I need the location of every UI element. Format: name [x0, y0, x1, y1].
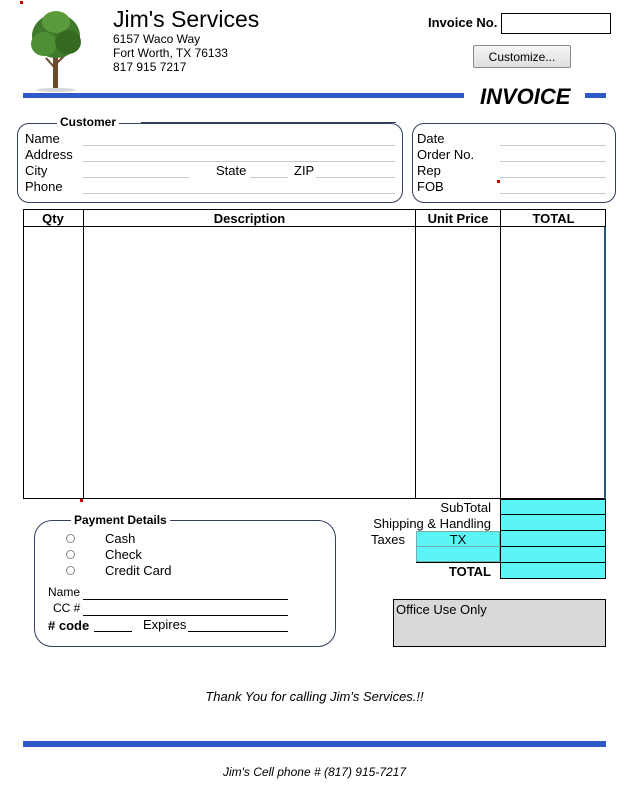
unit-price-column-divider	[500, 209, 501, 499]
red-mark	[497, 180, 500, 183]
payment-name-field[interactable]	[83, 599, 288, 600]
customer-section	[17, 123, 403, 203]
company-address-line1: 6157 Waco Way	[113, 32, 201, 46]
header-bar-left	[23, 93, 464, 98]
tax-state-label: TX	[449, 532, 467, 547]
customer-city-field[interactable]	[83, 177, 189, 178]
total-column-edge	[604, 227, 606, 499]
date-label: Date	[417, 131, 445, 146]
totals-row-divider	[500, 514, 606, 515]
cc-label: CC #	[53, 601, 81, 615]
customer-zip-label: ZIP	[294, 163, 315, 178]
taxes-label: Taxes	[371, 532, 405, 547]
fob-label: FOB	[417, 179, 444, 194]
customer-address-field[interactable]	[83, 161, 395, 162]
totals-row-divider	[500, 546, 606, 547]
red-mark	[80, 499, 83, 502]
customize-button[interactable]: Customize...	[473, 45, 571, 68]
expires-field[interactable]	[188, 631, 288, 632]
rep-field[interactable]	[500, 177, 606, 178]
payment-name-label: Name	[48, 585, 81, 599]
customer-state-field[interactable]	[250, 177, 288, 178]
radio-icon[interactable]	[66, 566, 75, 575]
payment-option-check[interactable]: Check	[105, 547, 142, 562]
payment-option-credit-card[interactable]: Credit Card	[105, 563, 172, 578]
invoice-no-field[interactable]	[501, 13, 611, 34]
order-no-label: Order No.	[417, 147, 475, 162]
customer-phone-label: Phone	[25, 179, 63, 194]
payment-option-cash[interactable]: Cash	[105, 531, 136, 546]
payment-legend: Payment Details	[71, 513, 170, 527]
invoice-title: INVOICE	[480, 84, 571, 109]
customer-state-label: State	[216, 163, 247, 178]
company-name: Jim's Services	[113, 6, 260, 32]
fob-field[interactable]	[500, 193, 606, 194]
description-header: Description	[213, 211, 286, 226]
table-header-divider	[23, 226, 606, 227]
thank-you-message: Thank You for calling Jim's Services.!!	[205, 689, 424, 704]
radio-icon[interactable]	[66, 550, 75, 559]
line-items-table	[23, 209, 606, 499]
date-field[interactable]	[500, 145, 606, 146]
customer-city-label: City	[25, 163, 48, 178]
grand-total-label: TOTAL	[448, 564, 491, 579]
cell-phone-note: Jim's Cell phone # (817) 915-7217	[222, 765, 407, 779]
total-label-underline	[416, 562, 500, 563]
invoice-no-label: Invoice No.	[428, 15, 498, 30]
cc-field[interactable]	[83, 615, 288, 616]
company-address-line2: Fort Worth, TX 76133	[113, 46, 228, 60]
unit-price-header: Unit Price	[427, 211, 489, 226]
order-no-field[interactable]	[500, 161, 606, 162]
customer-legend-line	[141, 122, 396, 123]
expires-label: Expires	[143, 617, 187, 632]
description-column-divider	[415, 209, 416, 499]
customer-phone-field[interactable]	[83, 193, 395, 194]
customer-name-label: Name	[25, 131, 60, 146]
subtotal-label: SubTotal	[440, 500, 491, 515]
code-label: # code	[48, 618, 90, 633]
qty-column-divider	[83, 209, 84, 499]
office-use-label: Office Use Only	[396, 602, 487, 617]
rep-label: Rep	[417, 163, 441, 178]
customer-legend: Customer	[57, 115, 119, 129]
company-phone: 817 915 7217	[113, 60, 187, 74]
qty-header: Qty	[42, 211, 64, 226]
customer-name-field[interactable]	[83, 145, 395, 146]
totals-row-divider	[500, 562, 606, 563]
code-field[interactable]	[94, 631, 132, 632]
tree-logo-icon	[28, 8, 84, 92]
payment-legend-line	[182, 520, 320, 521]
totals-column	[500, 499, 606, 579]
radio-icon[interactable]	[66, 534, 75, 543]
total-header: TOTAL	[532, 211, 575, 226]
customer-address-label: Address	[25, 147, 73, 162]
customer-zip-field[interactable]	[316, 177, 395, 178]
header-bar-right	[585, 93, 606, 98]
totals-row-divider	[500, 530, 606, 531]
footer-bar	[23, 741, 606, 747]
red-mark	[20, 1, 23, 4]
shipping-label: Shipping & Handling	[373, 516, 491, 531]
